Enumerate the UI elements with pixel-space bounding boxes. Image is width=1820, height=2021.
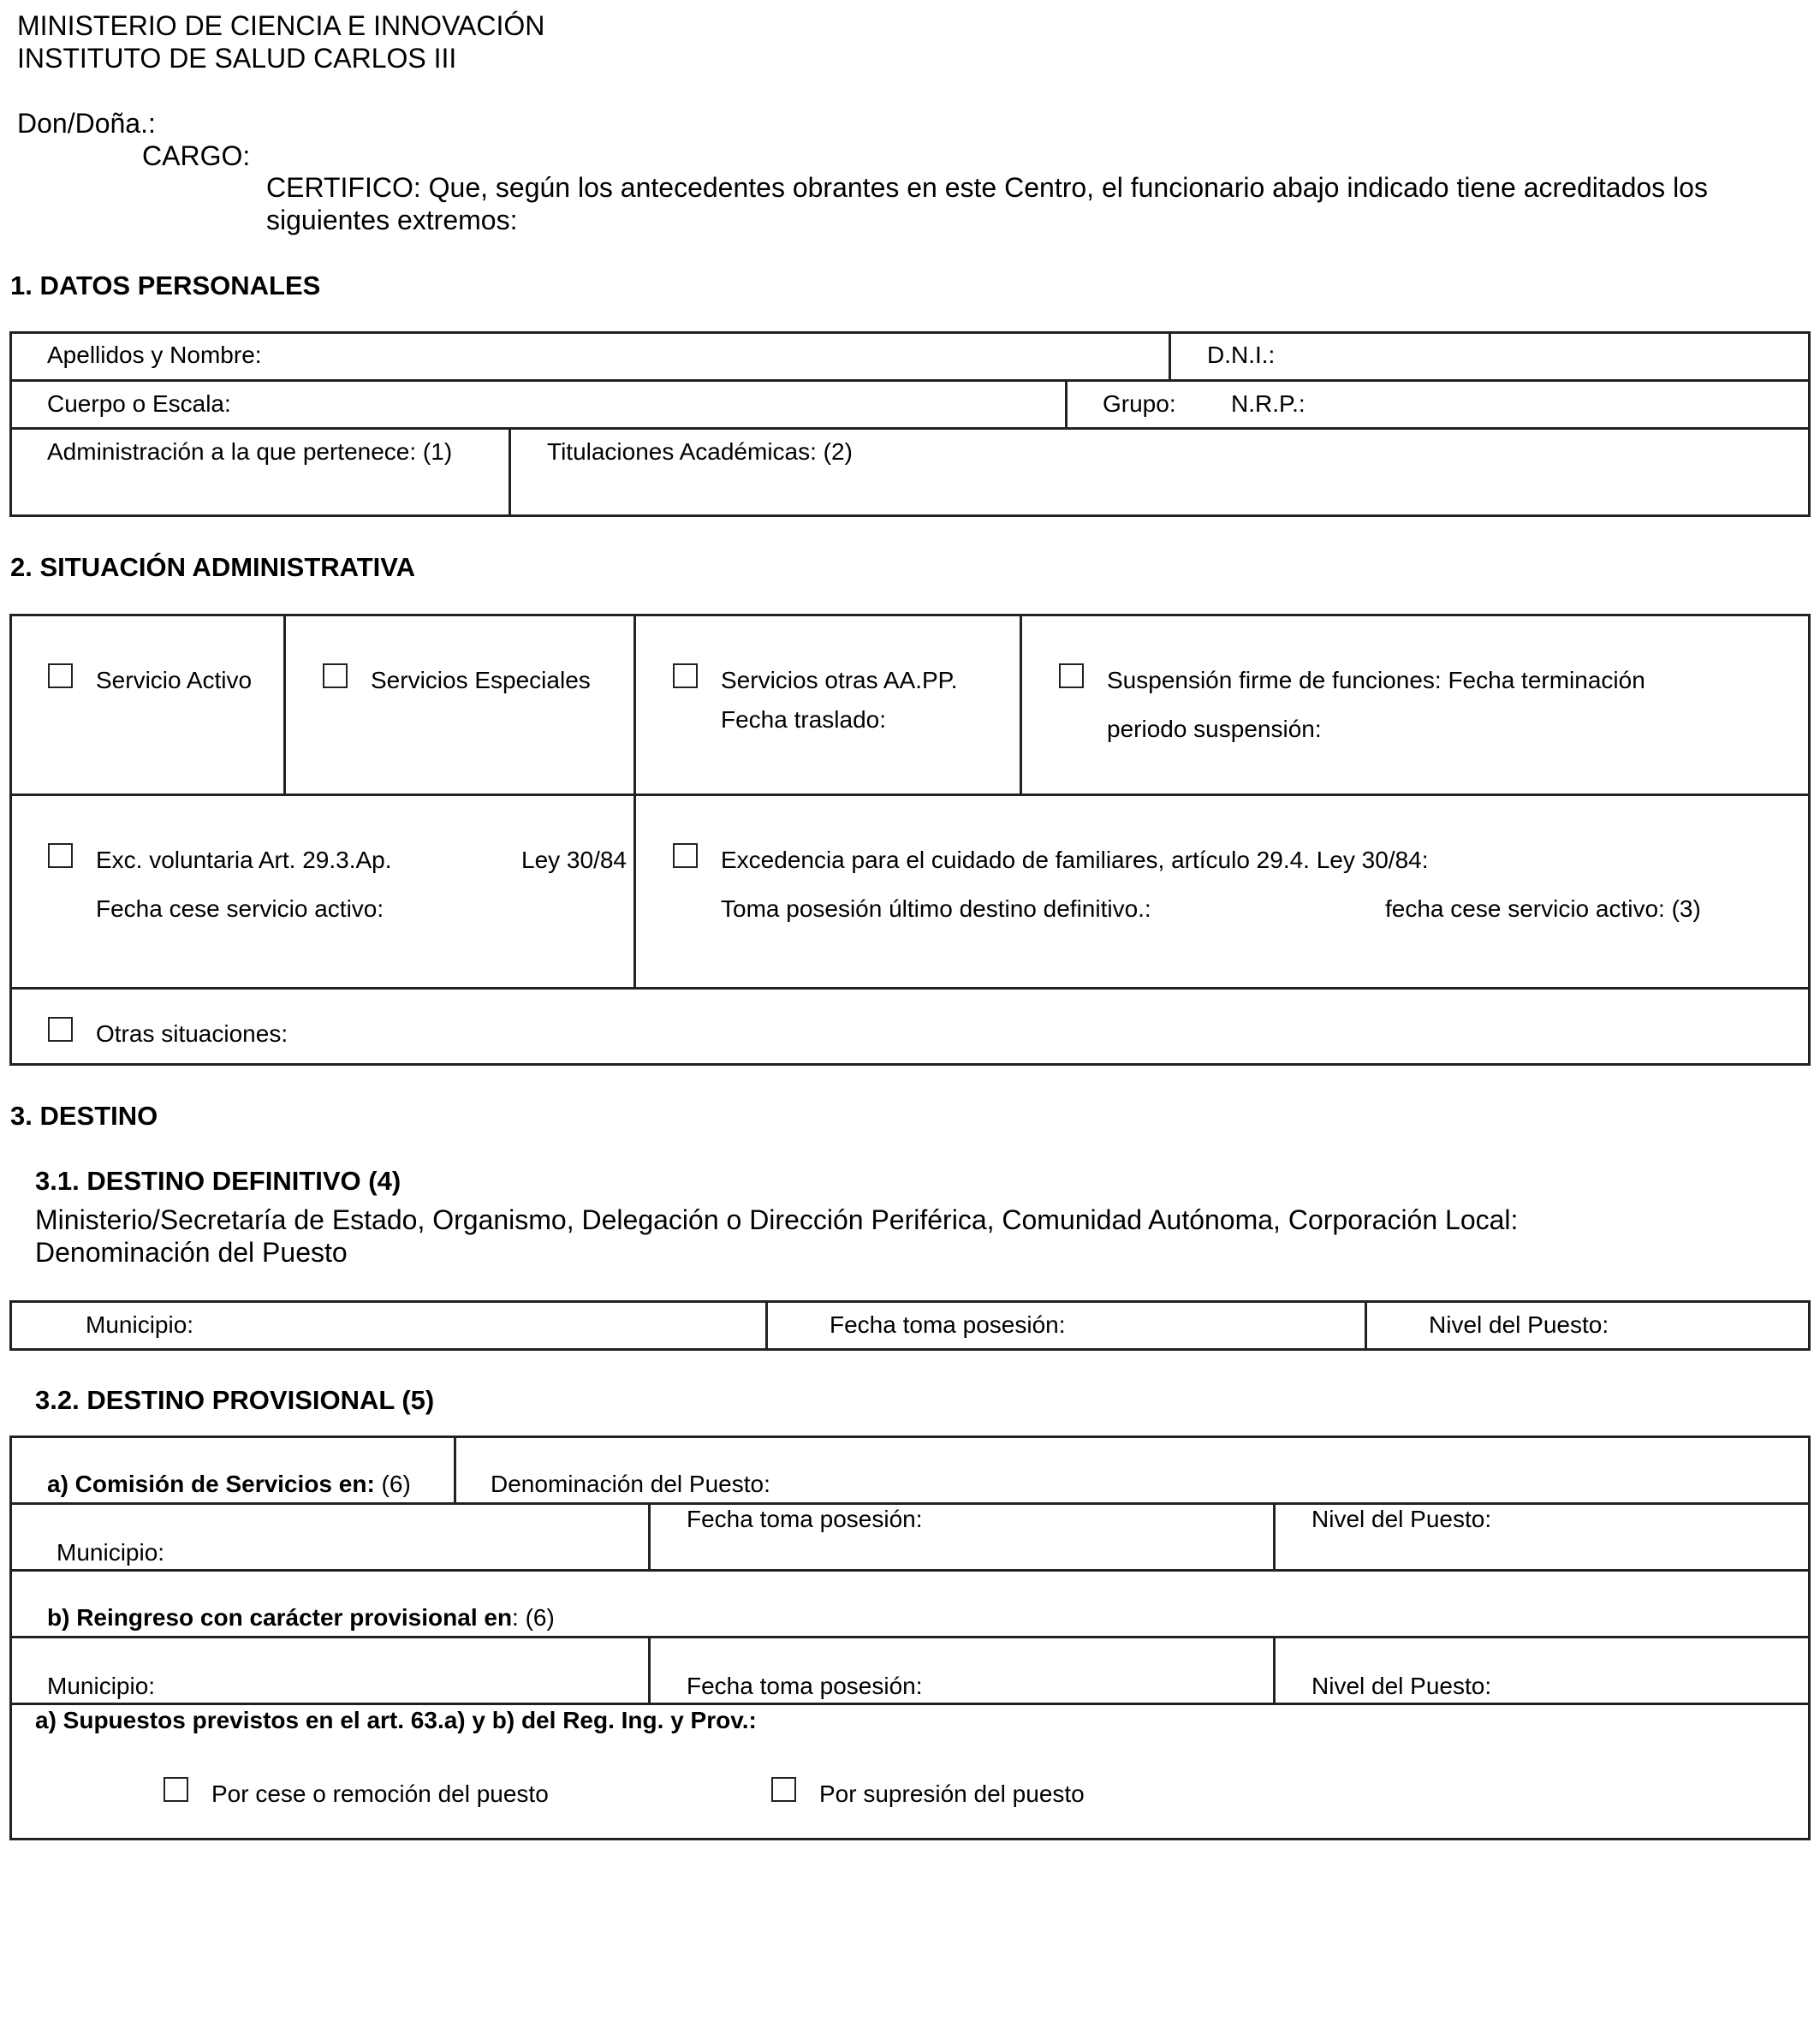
divider: [9, 1569, 1811, 1572]
certifico-text-line2: siguientes extremos:: [266, 205, 518, 235]
fecha-toma-label: Fecha toma posesión:: [830, 1311, 1066, 1338]
divider: [9, 1636, 1811, 1638]
toma-posesion-label: Toma posesión último destino definitivo.:: [721, 895, 1151, 922]
por-cese-label: Por cese o remoción del puesto: [211, 1780, 549, 1807]
por-cese-checkbox[interactable]: [164, 1777, 188, 1802]
divider: [9, 987, 1811, 990]
cuerpo-label: Cuerpo o Escala:: [47, 390, 231, 417]
ministry-name: MINISTERIO DE CIENCIA E INNOVACIÓN: [17, 10, 545, 41]
divider: [648, 1636, 651, 1704]
comision-label: [47, 1472, 411, 1496]
divider: [454, 1436, 456, 1504]
divider: [283, 614, 286, 795]
comision-nivel-label: Nivel del Puesto:: [1311, 1506, 1492, 1532]
otras-situaciones-checkbox[interactable]: [48, 1017, 73, 1042]
comision-municipio-label: Municipio:: [57, 1539, 165, 1566]
servicio-activo-label: Servicio Activo: [96, 667, 253, 693]
servicio-activo-checkbox[interactable]: [48, 663, 73, 688]
supuestos-label: a) Supuestos previstos en el art. 63.a) y b) del Reg. Ing. y Prov.:: [35, 1707, 757, 1733]
destino-provisional-title: 3.2. DESTINO PROVISIONAL (5): [35, 1385, 435, 1415]
divider: [9, 1502, 1811, 1505]
denominacion-label: Denominación del Puesto:: [491, 1471, 770, 1497]
personal-data-table: [9, 331, 1811, 517]
administracion-label: Administración a la que pertenece: (1): [47, 438, 453, 465]
servicios-otras-label: Servicios otras AA.PP.: [721, 667, 958, 693]
divider: [1273, 1502, 1276, 1571]
don-label: Don/Doña.:: [17, 108, 156, 139]
suspension-label-line1: Suspensión firme de funciones: Fecha terminación: [1107, 667, 1645, 693]
nrp-label: N.R.P.:: [1231, 390, 1306, 417]
exc-voluntaria-label: Exc. voluntaria Art. 29.3.Ap.: [96, 847, 392, 873]
comision-fecha-toma-label: Fecha toma posesión:: [687, 1506, 923, 1532]
divider: [633, 614, 636, 989]
divider: [9, 379, 1811, 382]
divider: [9, 427, 1811, 430]
municipio-label: Municipio:: [86, 1311, 194, 1338]
reingreso-label: [47, 1606, 555, 1630]
divider: [765, 1300, 768, 1351]
suspension-label-line2: periodo suspensión:: [1107, 716, 1322, 742]
por-supresion-checkbox[interactable]: [771, 1777, 796, 1802]
reingreso-label-bold: b) Reingreso con carácter provisional en: [47, 1604, 513, 1631]
destino-definitivo-title: 3.1. DESTINO DEFINITIVO (4): [35, 1166, 401, 1196]
divider: [9, 794, 1811, 796]
reingreso-municipio-label: Municipio:: [47, 1673, 156, 1699]
fecha-cese-3-label: fecha cese servicio activo: (3): [1385, 895, 1701, 922]
comision-label-bold: a) Comisión de Servicios en:: [47, 1471, 375, 1497]
destino-definitivo-line2: Denominación del Puesto: [35, 1237, 348, 1268]
fecha-traslado-label: Fecha traslado:: [721, 706, 886, 733]
suspension-checkbox[interactable]: [1059, 663, 1084, 688]
nivel-label: Nivel del Puesto:: [1429, 1311, 1609, 1338]
excedencia-label: Excedencia para el cuidado de familiares, artículo 29.4. Ley 30/84:: [721, 847, 1429, 873]
divider: [1169, 331, 1171, 381]
reingreso-fecha-toma-label: Fecha toma posesión:: [687, 1673, 923, 1699]
apellidos-label: Apellidos y Nombre:: [47, 342, 262, 368]
reingreso-nivel-label: Nivel del Puesto:: [1311, 1673, 1492, 1699]
section3-title: 3. DESTINO: [10, 1101, 158, 1131]
certifico-text-line1: CERTIFICO: Que, según los antecedentes obrantes en este Centro, el funcionario abajo indicado tiene acreditados los: [266, 172, 1708, 203]
grupo-label: Grupo:: [1103, 390, 1176, 417]
divider: [1020, 614, 1022, 795]
divider: [9, 1703, 1811, 1705]
section1-title: 1. DATOS PERSONALES: [10, 270, 321, 300]
institute-name: INSTITUTO DE SALUD CARLOS III: [17, 43, 457, 74]
destino-definitivo-line1: Ministerio/Secretaría de Estado, Organismo, Delegación o Dirección Periférica, Comunidad Autónoma, Corporación Local:: [35, 1204, 1519, 1235]
servicios-otras-checkbox[interactable]: [673, 663, 698, 688]
divider: [509, 427, 511, 517]
exc-voluntaria-checkbox[interactable]: [48, 843, 73, 868]
divider: [648, 1502, 651, 1571]
fecha-cese-label: Fecha cese servicio activo:: [96, 895, 384, 922]
reingreso-label-ref: : (6): [512, 1604, 555, 1631]
dni-label: D.N.I.:: [1207, 342, 1276, 368]
cargo-label: CARGO:: [142, 140, 251, 171]
divider: [1273, 1636, 1276, 1704]
otras-situaciones-label: Otras situaciones:: [96, 1020, 288, 1047]
titulaciones-label: Titulaciones Académicas: (2): [547, 438, 853, 465]
comision-label-ref: (6): [374, 1471, 411, 1497]
section2-title: 2. SITUACIÓN ADMINISTRATIVA: [10, 552, 416, 582]
ley-label: Ley 30/84: [521, 847, 627, 873]
servicios-especiales-label: Servicios Especiales: [371, 667, 591, 693]
excedencia-checkbox[interactable]: [673, 843, 698, 868]
divider: [1065, 379, 1068, 429]
servicios-especiales-checkbox[interactable]: [323, 663, 348, 688]
por-supresion-label: Por supresión del puesto: [819, 1780, 1085, 1807]
divider: [1365, 1300, 1367, 1351]
